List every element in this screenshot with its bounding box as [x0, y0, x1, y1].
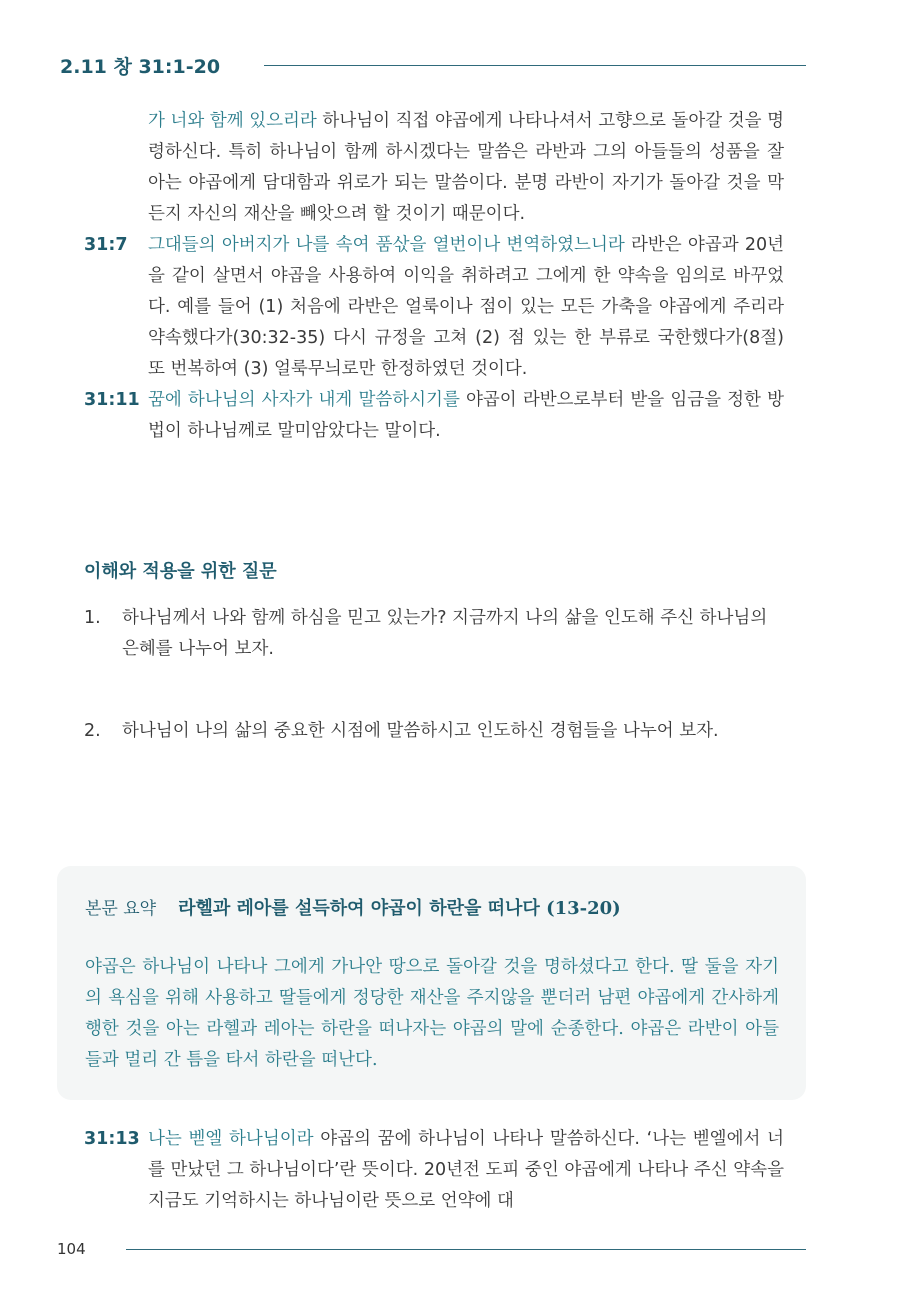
commentary-entries — [84, 106, 784, 447]
entry-body — [148, 1124, 784, 1217]
summary-header — [85, 894, 621, 920]
header-rule — [264, 65, 806, 66]
question-text: 하나님이 나의 삶의 중요한 시점에 말씀하시고 인도하신 경험들을 나누어 보자. — [122, 721, 719, 741]
question-item — [84, 716, 784, 747]
question-number: 1. — [84, 608, 101, 628]
entry-quote: 가 너와 함께 있으리라 — [148, 111, 317, 131]
commentary-entry — [148, 106, 784, 230]
commentary-entry — [84, 385, 784, 447]
entry-text: 하나님이 직접 야곱에게 나타나셔서 고향으로 돌아갈 것을 명령하신다. 특히 하나님이 함께 하시겠다는 말씀은 라반과 그의 아들들의 성품을 잘 아는 야곱에게 담대함과 위로가 되는 말씀이다. 분명 라반이 자기가 돌아갈 것을 막든지 자신의 재산을 빼앗으려 할 것이기 때문이다. — [148, 111, 784, 224]
entry-quote: 나는 벧엘 하나님이라 — [148, 1129, 314, 1149]
entry-text: 야곱이 라반으로부터 받을 임금을 정한 방법이 하나님께로 말미암았다는 말이다. — [148, 390, 784, 441]
entry-text: 라반은 야곱과 20년을 같이 살면서 야곱을 사용하여 이익을 취하려고 그에게 한 약속을 임의로 바꾸었다. 예를 들어 (1) 처음에 라반은 얼룩이나 점이 있는 모든 가축을 야곱에게 주리라 약속했다가(30:32-35) 다시 규정을 고쳐 (2) 점 있는 한 부류로 국한했다가(8절) 또 번복하여 (3) 얼룩무늬로만 한정하였던 것이다. — [148, 235, 785, 379]
summary-text: 야곱은 하나님이 나타나 그에게 가나안 땅으로 돌아갈 것을 명하셨다고 한다. 딸 둘을 자기의 욕심을 위해 사용하고 딸들에게 정당한 재산을 주지않을 뿐더러 남편 야곱에게 간사하게 행한 것을 아는 라헬과 레아는 하란을 떠나자는 야곱의 말에 순종한다. 야곱은 라반이 아들들과 멀리 간 틈을 타서 하란을 떠난다. — [85, 957, 779, 1070]
verse-ref: 31:13 — [84, 1129, 140, 1149]
entry-body — [148, 230, 784, 385]
question-number: 2. — [84, 721, 101, 741]
entry-text: 야곱의 꿈에 하나님이 나타나 말씀하신다. ‘나는 벧엘에서 너를 만났던 그 하나님이다’란 뜻이다. 20년전 도피 중인 야곱에게 나타나 주신 약속을 지금도 기억하시는 하나님이란 뜻으로 언약에 대 — [148, 1129, 784, 1211]
summary-box — [57, 866, 806, 1100]
entry-body — [148, 385, 784, 447]
running-header — [60, 52, 806, 79]
question-text: 하나님께서 나와 함께 하심을 믿고 있는가? 지금까지 나의 삶을 인도해 주신 하나님의 은혜를 나누어 보자. — [122, 608, 768, 659]
chapter-title: 2.11 창 31:1-20 — [60, 56, 221, 78]
summary-title: 라헬과 레아를 설득하여 야곱이 하란을 떠나다 (13-20) — [178, 898, 621, 919]
page-number: 104 — [57, 1240, 86, 1258]
summary-label: 본문 요약 — [85, 899, 157, 919]
entry-quote: 그대들의 아버지가 나를 속여 품삯을 열번이나 변역하였느니라 — [148, 235, 625, 255]
question-item — [84, 603, 784, 665]
entry-body — [148, 106, 784, 230]
page-footer — [57, 1240, 806, 1258]
verse-ref: 31:7 — [84, 235, 128, 255]
commentary-entry — [84, 230, 784, 385]
commentary-entry — [84, 1124, 784, 1217]
footer-rule — [126, 1249, 806, 1250]
verse-ref: 31:11 — [84, 390, 140, 410]
questions-heading: 이해와 적용을 위한 질문 — [84, 561, 277, 582]
entry-quote: 꿈에 하나님의 사자가 내게 말씀하시기를 — [148, 390, 460, 410]
